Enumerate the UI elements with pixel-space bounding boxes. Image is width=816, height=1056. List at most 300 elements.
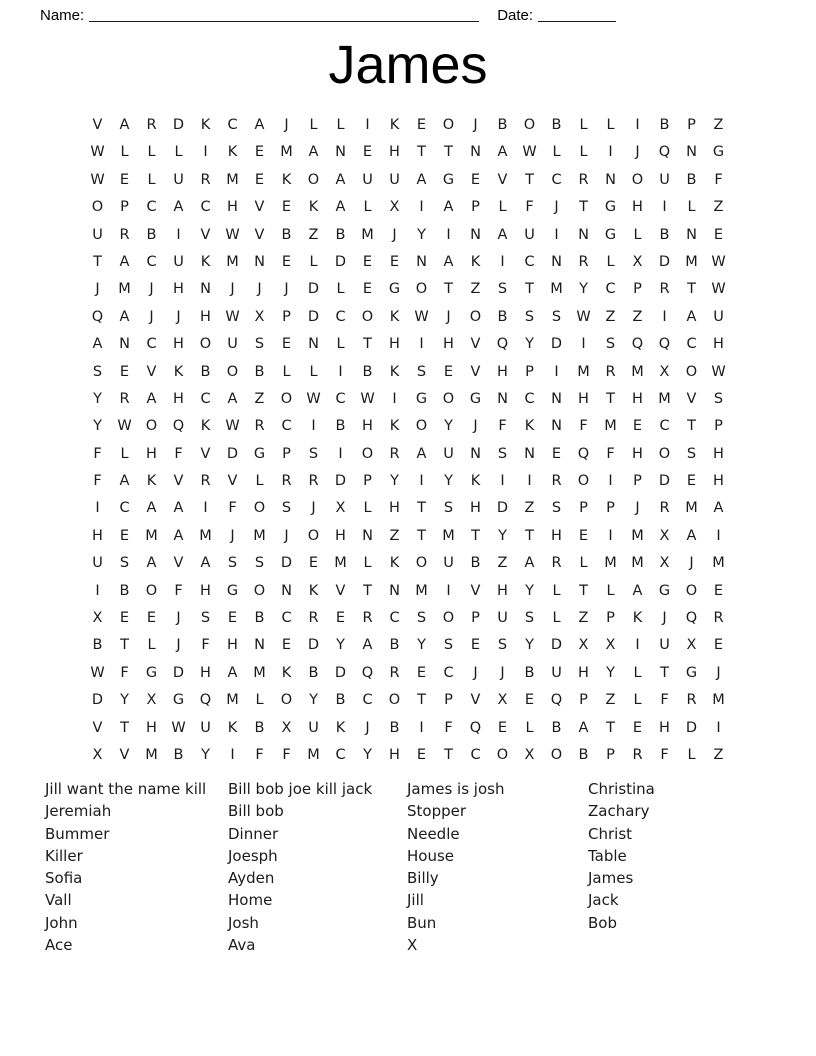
grid-cell[interactable]: I (716, 719, 721, 736)
grid-cell[interactable]: H (92, 527, 103, 544)
grid-cell[interactable]: L (120, 144, 129, 161)
grid-cell[interactable]: N (470, 226, 481, 243)
grid-cell[interactable]: H (497, 363, 508, 380)
grid-cell[interactable]: H (200, 308, 211, 325)
grid-cell[interactable]: I (311, 418, 316, 435)
word-list-item[interactable]: James (588, 869, 634, 888)
grid-cell[interactable]: O (415, 418, 428, 435)
grid-cell[interactable]: B (551, 117, 562, 133)
grid-cell[interactable]: U (659, 171, 670, 188)
grid-cell[interactable]: K (200, 117, 211, 133)
grid-cell[interactable]: O (685, 582, 698, 599)
grid-cell[interactable]: A (119, 308, 130, 325)
grid-cell[interactable]: D (307, 637, 320, 654)
grid-cell[interactable]: Y (93, 418, 102, 435)
grid-cell[interactable]: J (230, 527, 235, 544)
grid-cell[interactable]: Q (550, 692, 563, 709)
word-list-item[interactable]: Ava (228, 936, 256, 955)
grid-cell[interactable]: I (419, 719, 424, 736)
grid-cell[interactable]: M (631, 363, 644, 380)
grid-cell[interactable]: O (361, 308, 374, 325)
grid-cell[interactable]: O (577, 473, 590, 490)
grid-cell[interactable]: I (176, 226, 181, 243)
word-list-item[interactable]: Joesph (228, 846, 278, 865)
grid-cell[interactable]: P (606, 746, 615, 763)
grid-cell[interactable]: T (417, 692, 426, 709)
grid-cell[interactable]: B (281, 226, 292, 243)
grid-cell[interactable]: R (632, 746, 643, 763)
grid-cell[interactable]: T (93, 253, 102, 270)
grid-cell[interactable]: U (308, 719, 319, 736)
grid-cell[interactable]: O (631, 171, 644, 188)
grid-cell[interactable]: D (172, 664, 185, 681)
grid-cell[interactable]: Y (525, 637, 534, 654)
grid-cell[interactable]: S (551, 308, 562, 325)
grid-cell[interactable]: C (281, 418, 292, 435)
grid-cell[interactable]: O (145, 582, 158, 599)
grid-cell[interactable]: P (687, 117, 696, 133)
grid-cell[interactable]: R (605, 363, 616, 380)
grid-cell[interactable]: P (282, 445, 291, 462)
grid-cell[interactable]: E (416, 664, 427, 681)
grid-cell[interactable]: J (284, 281, 289, 298)
grid-cell[interactable]: L (579, 555, 588, 572)
grid-cell[interactable]: E (281, 336, 292, 353)
grid-cell[interactable]: I (95, 500, 100, 517)
grid-cell[interactable]: X (605, 637, 616, 654)
grid-cell[interactable]: H (551, 527, 562, 544)
grid-cell[interactable]: S (254, 336, 265, 353)
grid-cell[interactable]: H (200, 582, 211, 599)
grid-cell[interactable]: H (389, 500, 400, 517)
grid-cell[interactable]: M (280, 144, 293, 161)
grid-cell[interactable]: S (713, 390, 724, 407)
grid-cell[interactable]: C (146, 336, 157, 353)
grid-cell[interactable]: C (335, 308, 346, 325)
grid-cell[interactable]: B (308, 664, 319, 681)
word-list-item[interactable]: James is josh (407, 780, 505, 798)
grid-cell[interactable]: X (146, 692, 157, 709)
grid-cell[interactable]: P (579, 692, 588, 709)
grid-cell[interactable]: A (713, 500, 724, 517)
grid-cell[interactable]: C (470, 746, 481, 763)
grid-cell[interactable]: N (605, 171, 616, 188)
grid-cell[interactable]: W (90, 664, 105, 681)
grid-cell[interactable]: S (551, 500, 562, 517)
grid-cell[interactable]: J (473, 664, 478, 681)
grid-cell[interactable]: E (254, 171, 265, 188)
word-list-item[interactable]: Christ (588, 824, 633, 843)
grid-cell[interactable]: M (577, 363, 590, 380)
grid-cell[interactable]: N (389, 582, 400, 599)
grid-cell[interactable]: U (173, 171, 184, 188)
grid-cell[interactable]: O (388, 692, 401, 709)
grid-cell[interactable]: I (635, 637, 640, 654)
grid-cell[interactable]: T (606, 719, 615, 736)
grid-cell[interactable]: V (254, 226, 265, 243)
grid-cell[interactable]: K (335, 719, 346, 736)
grid-cell[interactable]: B (335, 692, 346, 709)
grid-cell[interactable]: L (147, 144, 156, 161)
grid-cell[interactable]: U (497, 610, 508, 627)
grid-cell[interactable]: M (631, 555, 644, 572)
grid-cell[interactable]: T (444, 144, 453, 161)
grid-cell[interactable]: F (444, 719, 453, 736)
grid-cell[interactable]: T (660, 664, 669, 681)
grid-cell[interactable]: E (497, 719, 508, 736)
grid-cell[interactable]: B (335, 418, 346, 435)
grid-cell[interactable]: T (525, 527, 534, 544)
grid-cell[interactable]: J (473, 418, 478, 435)
grid-cell[interactable]: E (551, 445, 562, 462)
grid-cell[interactable]: C (551, 171, 562, 188)
grid-cell[interactable]: J (257, 281, 262, 298)
grid-cell[interactable]: T (120, 637, 129, 654)
grid-cell[interactable]: W (117, 418, 132, 435)
grid-cell[interactable]: J (554, 199, 559, 216)
grid-cell[interactable]: N (470, 445, 481, 462)
grid-cell[interactable]: O (442, 117, 455, 133)
grid-cell[interactable]: Z (389, 527, 400, 544)
grid-cell[interactable]: R (200, 171, 211, 188)
grid-cell[interactable]: N (578, 226, 589, 243)
grid-cell[interactable]: O (91, 199, 104, 216)
grid-cell[interactable]: Y (525, 582, 534, 599)
word-list-item[interactable]: Bob (588, 913, 617, 932)
grid-cell[interactable]: Z (497, 555, 508, 572)
grid-cell[interactable]: U (551, 664, 562, 681)
grid-cell[interactable]: L (336, 117, 345, 133)
word-list-item[interactable]: John (45, 913, 78, 932)
grid-cell[interactable]: M (253, 527, 266, 544)
grid-cell[interactable]: F (606, 445, 615, 462)
word-list-item[interactable]: Stopper (407, 802, 467, 821)
grid-cell[interactable]: V (497, 171, 508, 188)
grid-cell[interactable]: O (415, 281, 428, 298)
grid-cell[interactable]: D (550, 637, 563, 654)
grid-cell[interactable]: T (363, 336, 372, 353)
grid-cell[interactable]: O (442, 390, 455, 407)
grid-cell[interactable]: B (524, 664, 535, 681)
grid-cell[interactable]: Z (524, 500, 535, 517)
grid-cell[interactable]: Y (417, 637, 426, 654)
grid-cell[interactable]: D (334, 473, 347, 490)
grid-cell[interactable]: A (497, 144, 508, 161)
grid-cell[interactable]: F (498, 418, 507, 435)
word-search-grid[interactable] (84, 112, 732, 769)
grid-cell[interactable]: S (308, 445, 319, 462)
grid-cell[interactable]: L (633, 692, 642, 709)
grid-cell[interactable]: X (497, 692, 508, 709)
grid-cell[interactable]: C (119, 500, 130, 517)
grid-cell[interactable]: B (686, 171, 697, 188)
word-list-item[interactable]: Killer (45, 846, 83, 865)
grid-cell[interactable]: V (470, 336, 481, 353)
grid-cell[interactable]: P (471, 610, 480, 627)
grid-cell[interactable]: V (227, 473, 238, 490)
grid-cell[interactable]: W (225, 226, 240, 243)
word-list-item[interactable]: Vall (45, 891, 72, 910)
grid-cell[interactable]: N (119, 336, 130, 353)
grid-cell[interactable]: E (389, 253, 400, 270)
grid-cell[interactable]: I (338, 445, 343, 462)
word-list-item[interactable]: House (407, 846, 455, 865)
grid-cell[interactable]: K (308, 199, 319, 216)
grid-cell[interactable]: K (227, 144, 238, 161)
word-list-item[interactable]: Sofia (45, 869, 83, 888)
grid-cell[interactable]: J (149, 281, 154, 298)
grid-cell[interactable]: B (578, 746, 589, 763)
grid-cell[interactable]: L (309, 117, 318, 133)
grid-cell[interactable]: B (173, 746, 184, 763)
grid-cell[interactable]: D (334, 664, 347, 681)
grid-cell[interactable]: J (284, 527, 289, 544)
grid-cell[interactable]: H (632, 445, 643, 462)
grid-cell[interactable]: E (119, 527, 130, 544)
grid-cell[interactable]: A (119, 253, 130, 270)
grid-cell[interactable]: X (92, 610, 103, 627)
grid-cell[interactable]: M (226, 253, 239, 270)
grid-cell[interactable]: M (226, 692, 239, 709)
grid-cell[interactable]: Y (525, 336, 534, 353)
grid-cell[interactable]: D (496, 500, 509, 517)
grid-cell[interactable]: P (579, 500, 588, 517)
grid-cell[interactable]: M (658, 390, 671, 407)
grid-cell[interactable]: H (173, 281, 184, 298)
grid-cell[interactable]: B (389, 637, 400, 654)
grid-cell[interactable]: U (227, 336, 238, 353)
grid-cell[interactable]: L (687, 199, 696, 216)
grid-cell[interactable]: M (685, 253, 698, 270)
grid-cell[interactable]: S (497, 281, 508, 298)
grid-cell[interactable]: P (633, 281, 642, 298)
grid-cell[interactable]: A (632, 582, 643, 599)
word-list-item[interactable]: Christina (588, 780, 655, 798)
word-list-item[interactable]: Table (588, 846, 627, 865)
grid-cell[interactable]: L (579, 117, 588, 133)
grid-cell[interactable]: A (227, 664, 238, 681)
grid-cell[interactable]: A (497, 226, 508, 243)
grid-cell[interactable]: G (145, 664, 158, 681)
grid-cell[interactable]: I (203, 500, 208, 517)
grid-cell[interactable]: J (662, 610, 667, 627)
grid-cell[interactable]: N (686, 144, 697, 161)
grid-cell[interactable]: Y (390, 473, 399, 490)
grid-cell[interactable]: R (578, 253, 589, 270)
grid-cell[interactable]: I (419, 473, 424, 490)
grid-cell[interactable]: Q (496, 336, 509, 353)
grid-cell[interactable]: K (389, 418, 400, 435)
grid-cell[interactable]: J (311, 500, 316, 517)
grid-cell[interactable]: J (689, 555, 694, 572)
grid-cell[interactable]: R (119, 390, 130, 407)
grid-cell[interactable]: O (226, 363, 239, 380)
grid-cell[interactable]: L (363, 555, 372, 572)
grid-cell[interactable]: V (335, 582, 346, 599)
grid-cell[interactable]: H (578, 390, 589, 407)
grid-cell[interactable]: C (605, 281, 616, 298)
grid-cell[interactable]: T (606, 390, 615, 407)
grid-cell[interactable]: G (172, 692, 185, 709)
grid-cell[interactable]: K (389, 555, 400, 572)
grid-cell[interactable]: M (118, 281, 131, 298)
grid-cell[interactable]: T (444, 746, 453, 763)
word-list-item[interactable]: Jill (407, 891, 424, 910)
grid-cell[interactable]: A (146, 390, 157, 407)
grid-cell[interactable]: T (417, 144, 426, 161)
grid-cell[interactable]: L (147, 637, 156, 654)
grid-cell[interactable]: I (527, 473, 532, 490)
grid-cell[interactable]: L (606, 582, 615, 599)
grid-cell[interactable]: P (525, 363, 534, 380)
grid-cell[interactable]: M (712, 555, 725, 572)
grid-cell[interactable]: Y (606, 664, 615, 681)
grid-cell[interactable]: I (95, 582, 100, 599)
grid-cell[interactable]: X (632, 253, 643, 270)
grid-cell[interactable]: S (200, 610, 211, 627)
word-list-item[interactable]: Jack (588, 891, 619, 910)
grid-cell[interactable]: K (308, 582, 319, 599)
grid-cell[interactable]: A (335, 171, 346, 188)
grid-cell[interactable]: N (416, 253, 427, 270)
grid-cell[interactable]: E (281, 253, 292, 270)
grid-cell[interactable]: G (226, 582, 239, 599)
grid-cell[interactable]: E (227, 610, 238, 627)
grid-cell[interactable]: T (471, 527, 480, 544)
grid-cell[interactable]: M (199, 527, 212, 544)
grid-cell[interactable]: F (282, 746, 291, 763)
grid-cell[interactable]: P (606, 610, 615, 627)
grid-cell[interactable]: H (443, 336, 454, 353)
grid-cell[interactable]: R (281, 473, 292, 490)
grid-cell[interactable]: C (524, 253, 535, 270)
grid-cell[interactable]: I (608, 144, 613, 161)
grid-cell[interactable]: L (606, 253, 615, 270)
grid-cell[interactable]: D (307, 308, 320, 325)
grid-cell[interactable]: M (550, 281, 563, 298)
grid-cell[interactable]: B (254, 610, 265, 627)
grid-cell[interactable]: A (146, 500, 157, 517)
grid-cell[interactable]: B (659, 226, 670, 243)
grid-cell[interactable]: L (147, 171, 156, 188)
grid-cell[interactable]: E (119, 610, 130, 627)
grid-cell[interactable]: F (228, 500, 237, 517)
grid-cell[interactable]: J (149, 308, 154, 325)
grid-cell[interactable]: M (631, 527, 644, 544)
grid-cell[interactable]: C (524, 390, 535, 407)
grid-cell[interactable]: F (120, 664, 129, 681)
grid-cell[interactable]: A (362, 637, 373, 654)
grid-cell[interactable]: X (92, 746, 103, 763)
grid-cell[interactable]: S (92, 363, 103, 380)
grid-cell[interactable]: W (414, 308, 429, 325)
grid-cell[interactable]: H (632, 199, 643, 216)
grid-cell[interactable]: S (416, 363, 427, 380)
grid-cell[interactable]: U (389, 171, 400, 188)
grid-cell[interactable]: L (174, 144, 183, 161)
grid-cell[interactable]: L (552, 144, 561, 161)
grid-cell[interactable]: B (470, 555, 481, 572)
grid-cell[interactable]: K (281, 664, 292, 681)
grid-cell[interactable]: W (306, 390, 321, 407)
grid-cell[interactable]: G (604, 199, 617, 216)
grid-cell[interactable]: N (335, 144, 346, 161)
grid-cell[interactable]: O (307, 171, 320, 188)
grid-cell[interactable]: Y (93, 390, 102, 407)
grid-cell[interactable]: J (230, 281, 235, 298)
grid-cell[interactable]: E (335, 610, 346, 627)
grid-cell[interactable]: A (308, 144, 319, 161)
grid-cell[interactable]: N (254, 637, 265, 654)
grid-cell[interactable]: R (146, 117, 157, 133)
grid-cell[interactable]: Q (658, 144, 671, 161)
grid-cell[interactable]: N (551, 253, 562, 270)
grid-cell[interactable]: Y (579, 281, 588, 298)
grid-cell[interactable]: E (578, 527, 589, 544)
grid-cell[interactable]: D (334, 253, 347, 270)
grid-cell[interactable]: L (255, 692, 264, 709)
grid-cell[interactable]: A (686, 308, 697, 325)
grid-cell[interactable]: L (336, 281, 345, 298)
grid-cell[interactable]: L (363, 500, 372, 517)
grid-cell[interactable]: I (662, 308, 667, 325)
grid-cell[interactable]: K (281, 171, 292, 188)
grid-cell[interactable]: K (389, 308, 400, 325)
grid-cell[interactable]: G (685, 664, 698, 681)
grid-cell[interactable]: Q (199, 692, 212, 709)
grid-cell[interactable]: L (363, 199, 372, 216)
grid-cell[interactable]: H (713, 336, 724, 353)
word-list-item[interactable]: Dinner (228, 824, 279, 843)
grid-cell[interactable]: O (469, 308, 482, 325)
grid-cell[interactable]: V (146, 363, 157, 380)
grid-cell[interactable]: F (93, 445, 102, 462)
grid-cell[interactable]: L (309, 253, 318, 270)
grid-cell[interactable]: I (608, 473, 613, 490)
word-list-item[interactable]: Jeremiah (45, 802, 112, 821)
grid-cell[interactable]: P (444, 692, 453, 709)
grid-cell[interactable]: T (417, 527, 426, 544)
grid-cell[interactable]: D (91, 692, 104, 709)
grid-cell[interactable]: U (362, 171, 373, 188)
grid-cell[interactable]: X (389, 199, 400, 216)
grid-cell[interactable]: X (524, 746, 535, 763)
grid-cell[interactable]: X (659, 527, 670, 544)
grid-cell[interactable]: C (281, 610, 292, 627)
grid-cell[interactable]: D (307, 281, 320, 298)
grid-cell[interactable]: O (415, 555, 428, 572)
grid-cell[interactable]: B (497, 308, 508, 325)
grid-cell[interactable]: O (253, 500, 266, 517)
grid-cell[interactable]: C (146, 253, 157, 270)
grid-cell[interactable]: P (633, 473, 642, 490)
grid-cell[interactable]: P (282, 308, 291, 325)
grid-cell[interactable]: U (443, 445, 454, 462)
grid-cell[interactable]: B (335, 226, 346, 243)
grid-cell[interactable]: Z (254, 390, 265, 407)
grid-cell[interactable]: W (225, 308, 240, 325)
grid-cell[interactable]: U (200, 719, 211, 736)
grid-cell[interactable]: J (635, 144, 640, 161)
grid-cell[interactable]: H (335, 527, 346, 544)
grid-cell[interactable]: S (686, 445, 697, 462)
grid-cell[interactable]: M (334, 555, 347, 572)
grid-cell[interactable]: F (660, 692, 669, 709)
grid-cell[interactable]: G (658, 582, 671, 599)
grid-cell[interactable]: Q (631, 336, 644, 353)
grid-cell[interactable]: W (90, 171, 105, 188)
grid-cell[interactable]: H (497, 582, 508, 599)
